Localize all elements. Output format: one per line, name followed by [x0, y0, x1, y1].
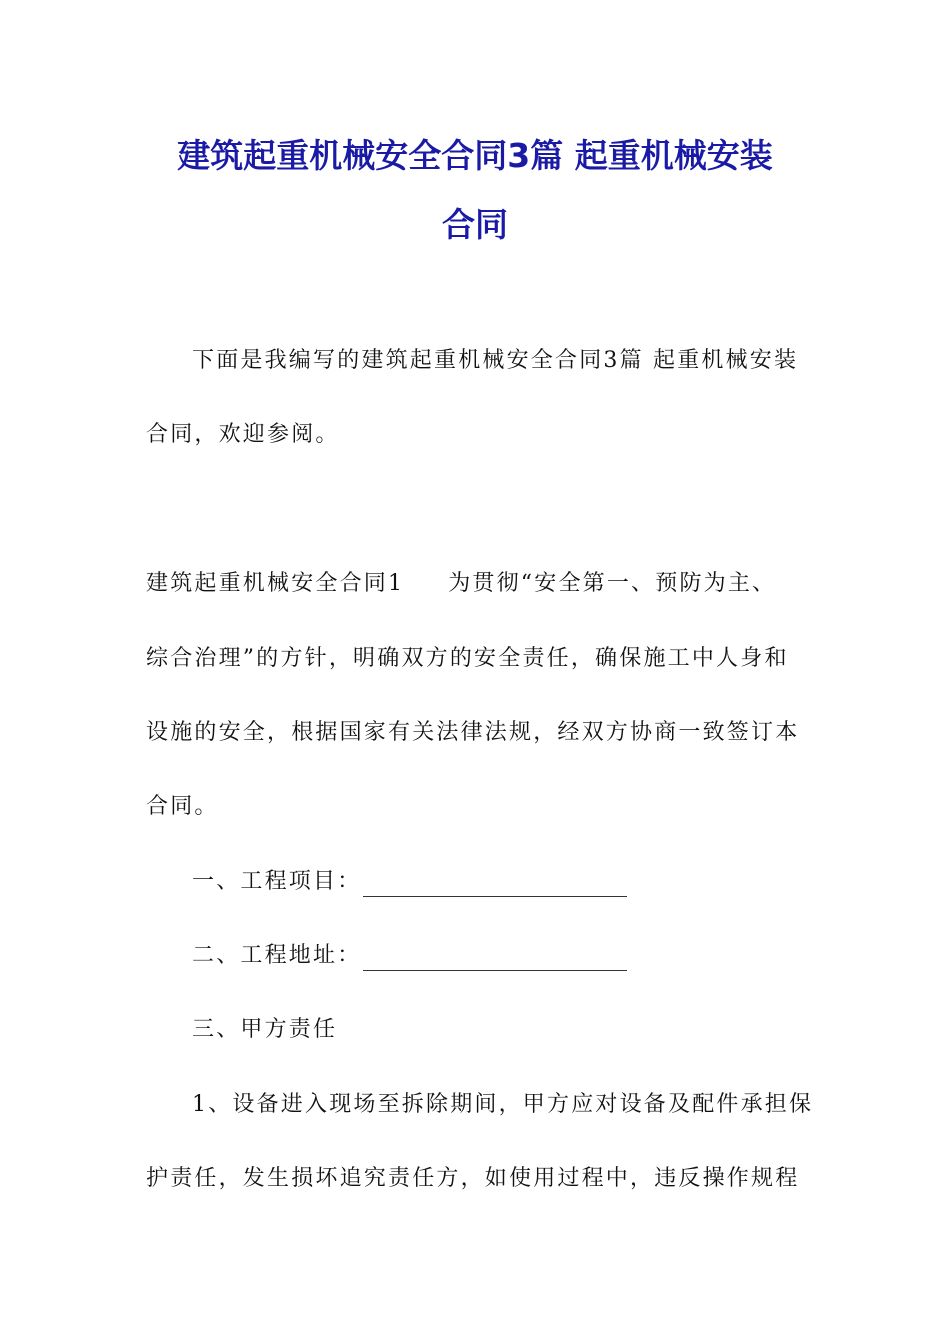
section-1-line-1-text: 为贯彻“安全第一、预防为主、 — [448, 571, 777, 596]
intro-paragraph-line-1: 下面是我编写的建筑起重机械安全合同3篇 起重机械安装 — [192, 348, 799, 373]
section-1-line-2: 综合治理”的方针，明确双方的安全责任，确保施工中人身和 — [146, 646, 789, 671]
document-title-line-2: 合同 — [442, 205, 508, 244]
clause-1-line-2: 护责任，发生损坏追究责任方，如使用过程中，违反操作规程 — [146, 1166, 800, 1191]
address-blank-line — [363, 948, 627, 971]
section-1-heading: 建筑起重机械安全合同1 — [146, 571, 405, 596]
document-title-line-1: 建筑起重机械安全合同3篇 起重机械安装 — [177, 136, 773, 175]
item-project-label: 一、工程项目： — [192, 869, 362, 894]
section-1-line-3: 设施的安全，根据国家有关法律法规，经双方协商一致签订本 — [146, 720, 800, 745]
clause-1-line-1: 1、设备进入现场至拆除期间，甲方应对设备及配件承担保 — [192, 1092, 814, 1117]
item-project — [192, 867, 627, 897]
section-1-first-line — [146, 569, 776, 599]
section-1-line-4: 合同。 — [146, 794, 219, 819]
project-blank-line — [363, 874, 627, 897]
item-party-a-duties: 三、甲方责任 — [192, 1017, 338, 1042]
item-address — [192, 941, 627, 971]
intro-paragraph-line-2: 合同，欢迎参阅。 — [146, 422, 340, 447]
item-address-label: 二、工程地址： — [192, 943, 362, 968]
